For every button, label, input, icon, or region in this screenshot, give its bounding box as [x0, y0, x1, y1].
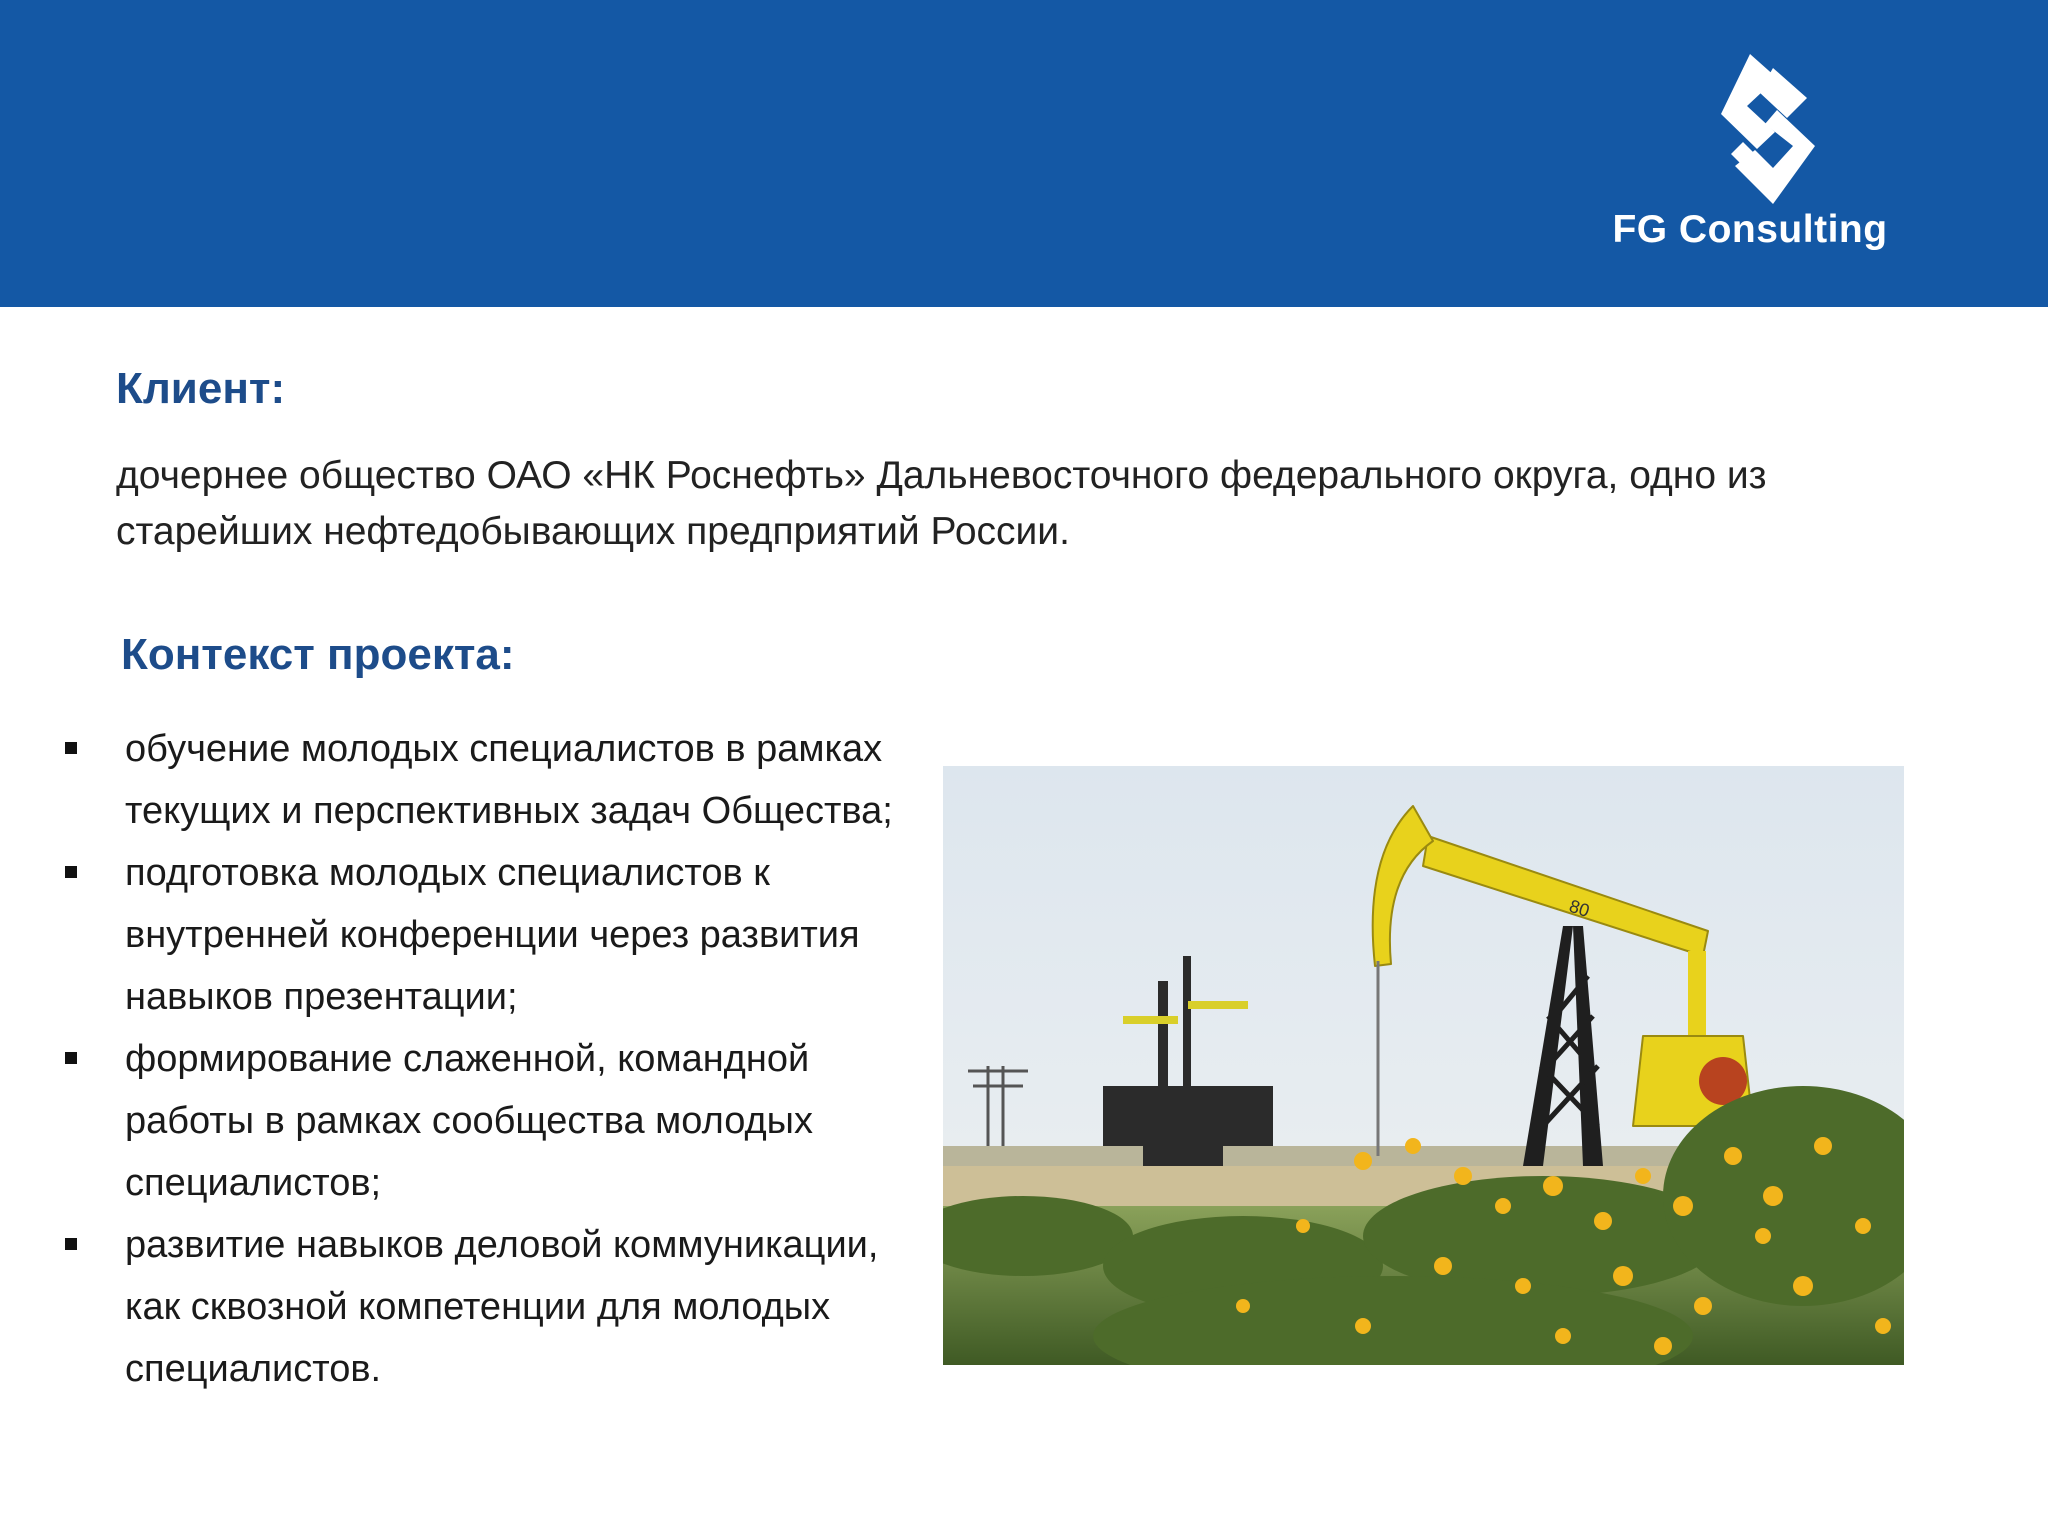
fg-logo-icon [1715, 54, 1825, 204]
oil-pump-photo [943, 766, 1904, 1365]
brand-logo [1600, 48, 1900, 268]
context-list [60, 718, 900, 1400]
list-item [60, 1214, 900, 1400]
brand-name: FG Consulting [1612, 208, 1888, 251]
bullet-square-icon [65, 866, 77, 878]
list-item-text: обучение молодых специалистов в рамках текущих и перспективных задач Общества; [125, 728, 893, 832]
list-item [60, 842, 900, 1028]
list-item-text: формирование слаженной, командной работы в рамках сообщества молодых специалистов; [125, 1038, 813, 1204]
context-heading: Контекст проекта: [121, 630, 515, 679]
header-bar [0, 0, 2048, 307]
list-item-text: подготовка молодых специалистов к внутренней конференции через развития навыков презентации; [125, 852, 860, 1018]
client-heading: Клиент: [116, 364, 286, 413]
list-item [60, 718, 900, 842]
bullet-square-icon [65, 1052, 77, 1064]
list-item-text: развитие навыков деловой коммуникации, как сквозной компетенции для молодых специалистов. [125, 1224, 879, 1390]
pump-number-label: 80 [1566, 895, 1592, 921]
bullet-square-icon [65, 1238, 77, 1250]
client-description: дочернее общество ОАО «НК Роснефть» Дальневосточного федерального округа, одно из старейших нефтедобывающих предприятий России. [116, 454, 1767, 553]
list-item [60, 1028, 900, 1214]
bullet-square-icon [65, 742, 77, 754]
